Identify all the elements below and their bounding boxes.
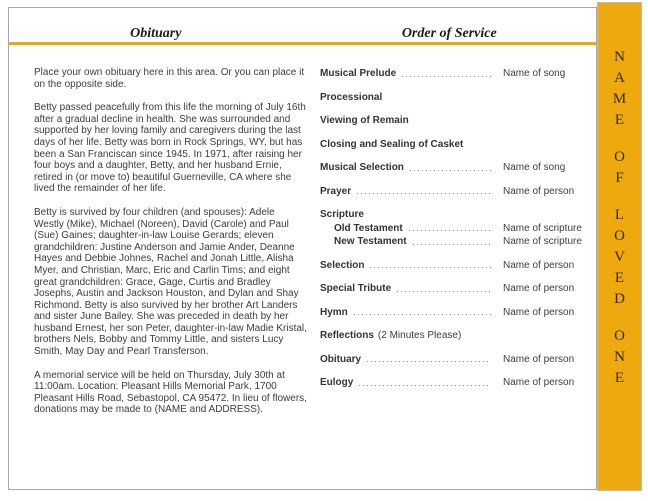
banner-word [613,47,626,131]
banner-word [614,147,625,189]
dotted-leader [359,385,491,386]
service-item [320,377,593,389]
banner-letter: F [615,170,624,186]
banner-letter: L [614,207,625,223]
banner-word [614,326,625,389]
service-item-label: Musical Prelude [320,68,397,79]
service-item [320,209,593,221]
service-item-value: Name of person [503,185,575,197]
service-item-value: Name of song [503,162,566,173]
order-of-service-list [320,67,593,428]
service-item-value: Name of person [503,377,575,388]
program-columns [9,45,596,428]
obituary-paragraph: Betty passed peacefully from this life the morning of July 16th after a gradual decline in health. She was surrounded and supported by her loving family and caregivers during the last days of her life. Betty was born in Rock Springs, WY, but has been a San Franciscan since 1945. In 1971, after raising her four boys and a daughter, Betty, and her husband Ernie, retired in (or move to) beautiful Guerneville, CA where she lived the remainder of her life. [34,102,306,195]
banner-letter: V [614,249,625,265]
banner-letter: E [614,112,625,128]
obituary-paragraph: Betty is survived by four children (and spouses): Adele Westly (Mike), Michael (Noreen), David (Carole) and Paul (Sue) Gaines; daughter-in-law Louise Gerards; eleven grandchildren: Justine Anderson and Jamie Ander, Deanne Hayes and Debbie Johnes, Rachel and Jonah Little, Alisha Myer, and Christian, Marc, Eric and Carlin Tims; and eight great grandchildren: Grace, Gage, Curtis and Bradley Josephs, Austin and Jackson Houston, and Dylan and Shay Richmond. Betty is also survived by her brother Art Landers and sister June Bailey. She was preceded in death by her husband Ernest, her son Peter, daughter-in-law Madie Kristal, brothers Nels, Bobby and Tommy Little, and sisters Lucy Smith, May Day and Pearl Transferson. [34,206,307,358]
service-item-value: Name of person [503,259,575,271]
banner-letter: A [614,70,625,86]
banner-letter: M [612,91,627,107]
service-item-label: New Testament [334,236,407,247]
service-item [320,68,593,80]
service-item [320,283,593,295]
service-item [320,186,593,198]
service-item-label: Eulogy [320,377,354,388]
banner-letter: N [614,349,625,365]
service-item [320,92,593,104]
dotted-leader [410,170,491,171]
service-item [320,223,593,235]
banner-letter: E [614,370,625,386]
obituary-header: Obituary [130,26,182,41]
dotted-leader [409,230,491,231]
banner-letter: E [614,270,625,286]
order-of-service-header: Order of Service [401,26,497,41]
service-item-label: Processional [320,91,383,103]
service-item-label: Musical Selection [320,162,404,173]
service-item-note: (2 Minutes Please) [377,330,462,341]
dotted-leader [370,267,491,268]
service-item-label: Closing and Sealing of Casket [320,138,464,150]
service-item-label: Reflections [320,330,374,341]
service-item-label: Old Testament [334,222,403,234]
banner-letter: O [614,149,625,165]
service-item-label: Scripture [320,209,364,220]
dotted-leader [367,361,491,362]
service-item [320,260,593,272]
service-item [320,330,593,342]
service-item [320,307,593,319]
header-band [9,8,596,42]
dotted-leader [397,291,491,292]
banner-word [614,205,625,310]
service-item-value: Name of person [503,306,575,318]
service-item-value: Name of song [503,68,566,79]
dotted-leader [402,76,491,77]
banner-letter: O [614,228,625,244]
service-item [320,115,593,127]
dotted-leader [354,314,491,315]
service-item [320,162,593,174]
dotted-leader [413,244,491,245]
service-item-label: Selection [320,259,365,271]
service-item-label: Special Tribute [320,283,392,294]
banner-letter: D [614,291,625,307]
banner-letter: O [614,328,625,344]
service-item-label: Hymn [320,306,348,318]
service-item [320,354,593,366]
banner-letter: N [614,49,625,65]
service-item-value: Name of scripture [503,222,582,234]
obituary-text [34,67,307,428]
dotted-leader [357,193,491,194]
service-item-label: Obituary [320,353,362,365]
service-item [320,139,593,151]
obituary-paragraph: Place your own obituary here in this area. Or you can place it on the opposite side. [34,67,305,90]
name-of-loved-one-banner [597,2,642,491]
service-item-value: Name of person [503,353,575,365]
service-item-value: Name of scripture [503,236,582,247]
service-item-value: Name of person [503,283,575,294]
service-item-label: Prayer [320,185,352,197]
program-inner-page [8,7,597,490]
service-item [320,236,593,248]
obituary-paragraph: A memorial service will be held on Thursday, July 30th at 11:00am. Location: Pleasant Hills Memorial Park, 1700 Pleasant Hills Road, Sebastopol, CA 95472. In lieu of flowers, donations may be made to (NAME and ADDRESS). [34,369,307,416]
service-item-label: Viewing of Remain [320,115,409,126]
